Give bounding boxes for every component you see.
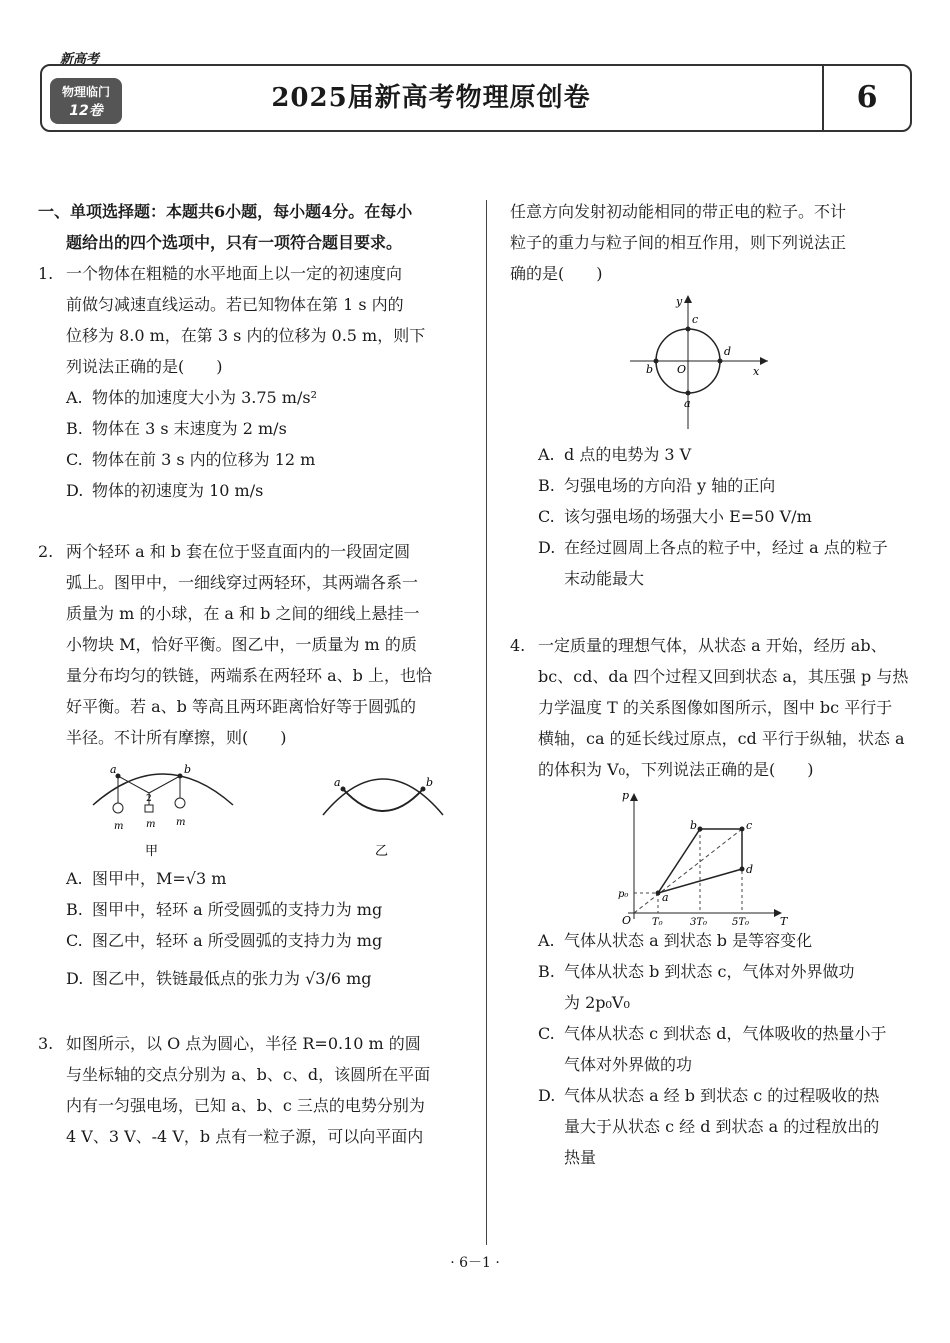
right-column: [510, 196, 912, 1173]
question-line: 质量为 m 的小球，在 a 和 b 之间的细线上悬挂一: [66, 604, 420, 623]
question-line: 两个轻环 a 和 b 套在位于竖直面内的一段固定圆: [66, 542, 411, 561]
option-row: [510, 1142, 912, 1173]
option-text: 气体从状态 a 经 b 到状态 c 的过程吸收的热: [564, 1086, 880, 1105]
question-number: 4.: [510, 636, 526, 655]
logo-line1: 物理临门: [61, 85, 110, 99]
option-text: 气体从状态 c 到状态 d，气体吸收的热量小于: [564, 1024, 887, 1043]
question-line: 粒子的重力与粒子间的相互作用，则下列说法正: [510, 233, 847, 252]
question-line: 好平衡。若 a、b 等高且两环距离恰好等于圆弧的: [66, 697, 416, 716]
option-label: B.: [538, 476, 555, 495]
question-line: 弧上。图甲中，一细线穿过两轻环，其两端各系一: [66, 573, 419, 592]
question-line: 横轴，ca 的延长线过原点，cd 平行于纵轴，状态 a: [538, 729, 905, 748]
option-text: 物体在前 3 s 内的位移为 12 m: [92, 450, 316, 469]
option-row: [510, 1111, 912, 1142]
label-2: 2: [146, 794, 152, 804]
label-5T0: 5T₀: [732, 917, 750, 925]
label-T: T: [780, 915, 788, 925]
left-column: [38, 196, 468, 1152]
label-b: b: [426, 776, 434, 789]
option-row: [510, 925, 912, 956]
option-label: B.: [538, 962, 555, 981]
option-text: 热量: [564, 1148, 597, 1167]
logo-line2: 12卷: [69, 103, 103, 119]
paper-number: 6: [822, 66, 910, 130]
label-p0: p₀: [618, 889, 629, 900]
option-label: C.: [66, 931, 83, 950]
column-divider: [486, 200, 487, 1245]
option-text: d 点的电势为 3 V: [564, 445, 692, 464]
label-d: d: [746, 863, 754, 876]
option-text: 该匀强电场的场强大小 E=50 V/m: [564, 507, 812, 526]
option-row: [38, 956, 468, 1002]
label-m: m: [176, 817, 186, 828]
option-text: 量大于从状态 c 经 d 到状态 a 的过程放出的: [564, 1117, 880, 1136]
question-number: 3.: [38, 1034, 54, 1053]
label-b: b: [646, 363, 654, 376]
option-text: 物体在 3 s 末速度为 2 m/s: [92, 419, 287, 438]
option-text: 在经过圆周上各点的粒子中，经过 a 点的粒子: [564, 538, 888, 557]
question-line: 确的是( ): [510, 264, 603, 283]
question-line: 4 V、3 V、-4 V，b 点有一粒子源，可以向平面内: [66, 1127, 424, 1146]
option-row: [510, 1049, 912, 1080]
question-line: bc、cd、da 四个过程又回到状态 a，其压强 p 与热: [538, 667, 909, 686]
section-heading-2: 题给出的四个选项中，只有一项符合题目要求。: [66, 233, 403, 252]
label-T0: T₀: [652, 917, 663, 925]
page-title: 2025届新高考物理原创卷: [271, 83, 591, 113]
label-a: a: [662, 891, 669, 904]
label-a: a: [684, 397, 691, 410]
brand-label: 新高考: [60, 52, 100, 67]
question-line: 的体积为 V₀，下列说法正确的是( ): [538, 760, 814, 779]
label-d: d: [724, 345, 732, 358]
option-text: 匀强电场的方向沿 y 轴的正向: [564, 476, 776, 495]
option-text: 气体从状态 a 到状态 b 是等容变化: [564, 931, 813, 950]
option-row: [510, 501, 912, 532]
section-heading-1: 一、单项选择题：本题共6小题，每小题4分。在每小: [38, 202, 413, 221]
label-x: x: [753, 365, 760, 378]
option-row: [38, 863, 468, 894]
figure-caption-jia: 甲: [145, 844, 159, 859]
series-logo: [50, 78, 122, 124]
option-text: 气体对外界做的功: [564, 1055, 693, 1074]
figure-caption-yi: 乙: [375, 844, 389, 859]
option-text: 图乙中，轻环 a 所受圆弧的支持力为 mg: [92, 931, 383, 950]
option-text: 末动能最大: [564, 569, 645, 588]
question-line: 力学温度 T 的关系图像如图所示，图中 bc 平行于: [538, 698, 893, 717]
label-c: c: [692, 313, 699, 326]
option-row: [38, 413, 468, 444]
question-4: [510, 630, 912, 785]
option-label: D.: [66, 481, 84, 500]
question-line: 小物块 M，恰好平衡。图乙中，一质量为 m 的质: [66, 635, 417, 654]
option-row: [38, 444, 468, 475]
question-line: 与坐标轴的交点分别为 a、b、c、d，该圆所在平面: [66, 1065, 431, 1084]
option-row: [510, 439, 912, 470]
option-label: B.: [66, 419, 83, 438]
option-row: [38, 475, 468, 506]
option-text: 为 2p₀V₀: [564, 993, 630, 1012]
option-row: [38, 894, 468, 925]
option-row: [510, 987, 912, 1018]
question-line: 一定质量的理想气体，从状态 a 开始，经历 ab、: [538, 636, 887, 655]
option-label: A.: [538, 445, 555, 464]
option-label: C.: [538, 507, 555, 526]
option-text: 物体的加速度大小为 3.75 m/s²: [92, 388, 317, 407]
question-line: 任意方向发射初动能相同的带正电的粒子。不计: [510, 202, 847, 221]
option-label: D.: [538, 538, 556, 557]
label-a: a: [334, 776, 341, 789]
question-number: 1.: [38, 264, 54, 283]
question-line: 内有一匀强电场，已知 a、b、c 三点的电势分别为: [66, 1096, 425, 1115]
question-2: [38, 536, 468, 753]
label-m: m: [146, 819, 156, 830]
option-row: [510, 532, 912, 563]
option-text: 图乙中，铁链最低点的张力为 √3/6 mg: [92, 969, 372, 988]
figure-circle-field: [510, 289, 910, 439]
question-line: 位移为 8.0 m，在第 3 s 内的位移为 0.5 m，则下: [66, 326, 426, 345]
option-row: [510, 470, 912, 501]
label-3T0: 3T₀: [690, 917, 708, 925]
option-text: 图甲中，轻环 a 所受圆弧的支持力为 mg: [92, 900, 383, 919]
option-label: C.: [66, 450, 83, 469]
label-origin: O: [622, 914, 632, 925]
question-line: 半径。不计所有摩擦，则( ): [66, 728, 287, 747]
option-label: A.: [538, 931, 555, 950]
page-header: [40, 64, 912, 132]
option-label: B.: [66, 900, 83, 919]
label-b: b: [184, 763, 192, 776]
label-p: p: [622, 789, 630, 802]
option-label: A.: [66, 869, 83, 888]
option-row: [510, 563, 912, 594]
label-a: a: [110, 763, 117, 776]
option-row: [510, 1080, 912, 1111]
option-text: 物体的初速度为 10 m/s: [92, 481, 264, 500]
question-line: 前做匀减速直线运动。若已知物体在第 1 s 内的: [66, 295, 404, 314]
option-row: [510, 1018, 912, 1049]
option-label: D.: [66, 969, 84, 988]
question-line: 量分布均匀的铁链，两端系在两轻环 a、b 上，也恰: [66, 666, 432, 685]
option-row: [38, 925, 468, 956]
label-y: y: [676, 295, 683, 308]
label-b: b: [690, 819, 698, 832]
option-label: D.: [538, 1086, 556, 1105]
question-line: 如图所示，以 O 点为圆心，半径 R=0.10 m 的圆: [66, 1034, 421, 1053]
page-footer: · 6－1 ·: [450, 1255, 500, 1271]
label-origin: O: [677, 363, 687, 376]
option-text: 图甲中，M=√3 m: [92, 869, 227, 888]
question-number: 2.: [38, 542, 54, 561]
option-row: [510, 956, 912, 987]
option-text: 气体从状态 b 到状态 c，气体对外界做功: [564, 962, 855, 981]
label-m: m: [114, 821, 124, 832]
question-line: 列说法正确的是( ): [66, 357, 223, 376]
option-label: A.: [66, 388, 83, 407]
figure-p-T-graph: [510, 785, 910, 925]
question-3: [38, 1028, 468, 1152]
question-line: 一个物体在粗糙的水平地面上以一定的初速度向: [66, 264, 403, 283]
question-1: [38, 258, 468, 382]
figure-rings-on-arc: [38, 753, 468, 863]
label-c: c: [746, 819, 753, 832]
option-row: [38, 382, 468, 413]
option-label: C.: [538, 1024, 555, 1043]
